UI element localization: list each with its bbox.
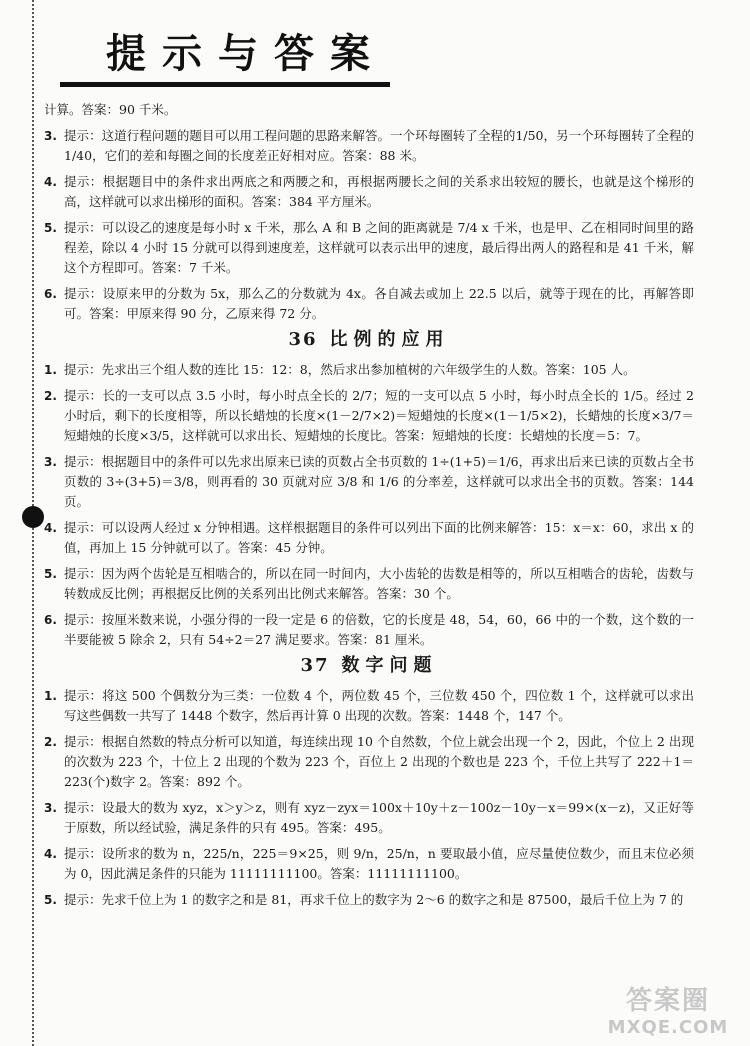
answer-item: 4. 提示：根据题目中的条件求出两底之和两腰之和，再根据两腰长之间的关系求出较短的腰长，也就是这个梯形的高，这样就可以求出梯形的面积。答案：384 平方厘米。 [44, 174, 694, 209]
header-rule [60, 84, 390, 87]
watermark-logo: 答案圈 MXQE.COM [607, 986, 729, 1038]
header-title: 提示与答案 [106, 30, 386, 77]
section-heading-36: 36 比例的应用 [288, 329, 450, 350]
answer-item: 2. 提示：根据自然数的特点分析可以知道，每连续出现 10 个自然数，个位上就会出现一个 2，因此，个位上 2 出现的次数为 223 个，十位上 2 出现的个数为 223 个，百位上 2 出现的个数也是 223 个，千位上共写了 222＋1＝223(个)数字 2。答案：892 个。 [44, 734, 694, 789]
answer-item: 4. 提示：设所求的数为 n，225/n，225＝9×25，则 9/n，25/n，n 要取最小值，应尽量使位数少，而且末位必须为 0，因此满足条件的只能为 11111111100。答案：11111111100。 [44, 846, 694, 881]
answer-item: 6. 提示：按厘米数来说，小强分得的一段一定是 6 的倍数，它的长度是 48，54，60，66 中的一个数，这个数的一半要能被 5 除余 2，只有 54÷2＝27 满足要求。答案：81 厘米。 [44, 612, 694, 647]
block-continued [44, 126, 694, 324]
answer-content [44, 100, 694, 916]
punch-hole [22, 506, 44, 528]
answer-item: 5. 提示：先求千位上为 1 的数字之和是 81，再求千位上的数字为 2～6 的数字之和是 87500，最后千位上为 7 的 [44, 892, 684, 907]
answer-item: 2. 提示：长的一支可以点 3.5 小时，每小时点全长的 2/7；短的一支可以点 5 小时，每小时点全长的 1/5。经过 2 小时后，剩下的长度相等，所以长蜡烛的长度×(1－2/7×2)＝短蜡烛的长度×(1－1/5×2)，长蜡烛的长度×3/7＝短蜡烛的长度×3/5，这样就可以求出长、短蜡烛的长度比。答案：短蜡烛的长度：长蜡烛的长度＝5：7。 [44, 388, 694, 443]
answer-item: 6. 提示：设原来甲的分数为 5x，那么乙的分数就为 4x。各自减去或加上 22.5 以后，就等于现在的比，再解答即可。答案：甲原来得 90 分，乙原来得 72 分。 [44, 286, 694, 321]
answer-item: 5. 提示：可以设乙的速度是每小时 x 千米，那么 A 和 B 之间的距离就是 7/4 x 千米，也是甲、乙在相同时间里的路程差，除以 4 小时 15 分就可以得到速度差，这样就可以表示出甲的速度，最后得出两人的路程和是 41 千米，解这个方程即可。答案：7 千米。 [44, 220, 694, 275]
answer-item: 1. 提示：先求出三个组人数的连比 15：12：8，然后求出参加植树的六年级学生的人数。答案：105 人。 [44, 362, 636, 377]
block-37 [44, 686, 694, 910]
answer-item: 4. 提示：可以设两人经过 x 分钟相遇。这样根据题目的条件可以列出下面的比例来解答：15：x＝x：60，求出 x 的值，再加上 15 分钟就可以了。答案：45 分钟。 [44, 520, 694, 555]
answer-item: 3. 提示：根据题目中的条件可以先求出原来已读的页数占全书页数的 1÷(1+5)＝1/6，再求出后来已读的页数占全书页数的 3÷(3+5)＝3/8，则再看的 30 页就对应 3/8 和 1/6 的分率差，这样就可以求出全书的页数。答案：144 页。 [44, 454, 694, 509]
section-heading-37: 37 数字问题 [300, 655, 438, 676]
answer-item: 1. 提示：将这 500 个偶数分为三类：一位数 4 个，两位数 45 个，三位数 450 个，四位数 1 个，这样就可以求出写这些偶数一共写了 1448 个数字，然后再计算 0 出现的次数。答案：1448 个，147 个。 [44, 688, 694, 723]
answer-item: 3. 提示：这道行程问题的题目可以用工程问题的思路来解答。一个环每圈转了全程的1/50，另一个环每圈转了全程的1/40，它们的差和每圈之间的长度差正好相对应。答案：88 米。 [44, 128, 694, 163]
intro-text: 计算。答案：90 千米。 [44, 102, 177, 117]
answer-item: 3. 提示：设最大的数为 xyz，x＞y＞z，则有 xyz－zyx＝100x＋10y＋z－100z－10y－x＝99×(x－z)，又正好等于原数，所以经试验，满足条件的只有 495。答案：495。 [44, 800, 694, 835]
block-36 [44, 360, 694, 650]
page-header [60, 30, 390, 85]
answer-item: 5. 提示：因为两个齿轮是互相啮合的，所以在同一时间内，大小齿轮的齿数是相等的，所以互相啮合的齿轮，齿数与转数成反比例；再根据反比例的关系列出比例式来解答。答案：30 个。 [44, 566, 694, 601]
